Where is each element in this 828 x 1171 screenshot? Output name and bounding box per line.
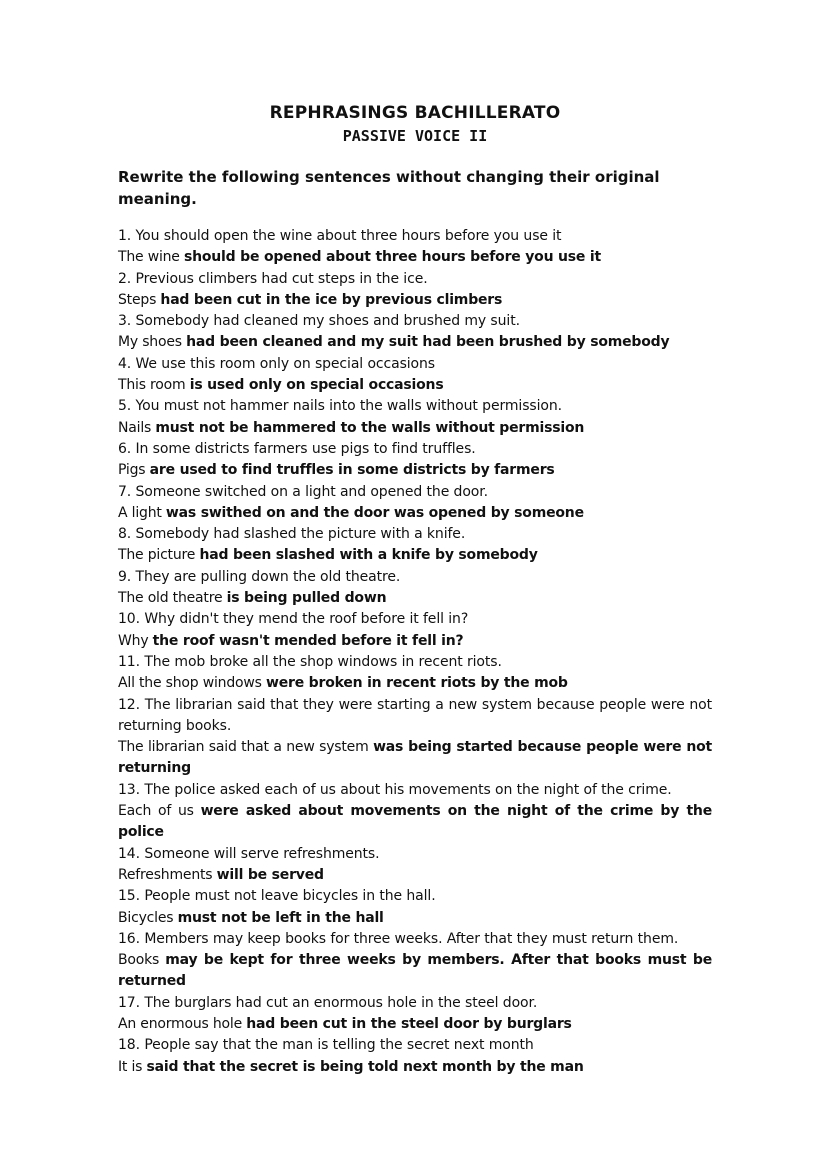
original-sentence: 4. We use this room only on special occasions: [118, 355, 435, 372]
answer-lead: The picture: [118, 547, 200, 564]
rephrased-sentence: [118, 865, 712, 886]
answer-lead: It is: [118, 1058, 147, 1075]
exercise-item: [118, 844, 712, 887]
answer-bold: had been cut in the ice by previous climbers: [160, 291, 503, 308]
answer-lead: The old theatre: [118, 590, 227, 607]
rephrased-sentence: [118, 332, 712, 353]
answer-bold: the roof wasn't mended before it fell in?: [152, 632, 464, 649]
answer-bold: said that the secret is being told next month by the man: [146, 1058, 584, 1075]
answer-lead: Steps: [118, 291, 161, 308]
answer-bold: must not be left in the hall: [177, 909, 384, 926]
instruction-text: Rewrite the following sentences without changing their original meaning.: [118, 168, 660, 208]
exercise-item: [118, 269, 712, 312]
original-sentence: 9. They are pulling down the old theatre.: [118, 568, 401, 585]
answer-lead: Bicycles: [118, 909, 178, 926]
rephrased-sentence: [118, 631, 712, 652]
answer-lead: Refreshments: [118, 866, 217, 883]
original-sentence: 7. Someone switched on a light and opened the door.: [118, 483, 488, 500]
answer-bold: must not be hammered to the walls without permission: [155, 419, 585, 436]
original-sentence: 16. Members may keep books for three weeks. After that they must return them.: [118, 930, 679, 947]
exercise-item: [118, 1035, 712, 1078]
answer-bold: were asked about movements on the night of the crime by the police: [118, 803, 712, 841]
rephrased-sentence: [118, 375, 712, 396]
original-sentence: 10. Why didn't they mend the roof before it fell in?: [118, 611, 469, 628]
original-sentence: 6. In some districts farmers use pigs to find truffles.: [118, 440, 476, 457]
original-sentence: 15. People must not leave bicycles in the hall.: [118, 888, 436, 905]
original-sentence: 3. Somebody had cleaned my shoes and brushed my suit.: [118, 313, 520, 330]
answer-lead: Books: [118, 952, 166, 969]
answer-lead: The librarian said that a new system: [118, 739, 374, 756]
document-subtitle: PASSIVE VOICE II: [342, 127, 488, 145]
rephrased-sentence: [118, 503, 712, 524]
exercise-item: [118, 226, 712, 269]
rephrased-sentence: [118, 737, 712, 780]
rephrased-sentence: [118, 247, 712, 268]
rephrased-sentence: [118, 545, 712, 566]
answer-lead: Each of us: [118, 803, 201, 820]
original-sentence: 2. Previous climbers had cut steps in the ice.: [118, 270, 428, 287]
original-sentence: 13. The police asked each of us about his movements on the night of the crime.: [118, 781, 672, 798]
rephrased-sentence: [118, 673, 712, 694]
original-sentence: 12. The librarian said that they were starting a new system because people were not returning books.: [118, 696, 712, 734]
answer-lead: Why: [118, 632, 153, 649]
exercise-item: [118, 567, 712, 610]
rephrased-sentence: [118, 1057, 712, 1078]
exercise-item: [118, 993, 712, 1036]
original-sentence: 8. Somebody had slashed the picture with a knife.: [118, 526, 466, 543]
answer-bold: is being pulled down: [226, 590, 387, 607]
answer-lead: A light: [118, 504, 166, 521]
exercise-item: [118, 695, 712, 780]
rephrased-sentence: [118, 950, 712, 993]
answer-bold: was being started because people were not returning: [118, 739, 712, 777]
rephrased-sentence: [118, 588, 712, 609]
exercise-item: [118, 439, 712, 482]
answer-bold: was swithed on and the door was opened by someone: [165, 504, 584, 521]
document-title: REPHRASINGS BACHILLERATO: [269, 103, 561, 123]
exercise-list: [118, 226, 712, 1078]
answer-lead: My shoes: [118, 334, 187, 351]
original-sentence: 14. Someone will serve refreshments.: [118, 845, 380, 862]
rephrased-sentence: [118, 418, 712, 439]
answer-lead: All the shop windows: [118, 675, 266, 692]
answer-bold: had been slashed with a knife by somebody: [199, 547, 538, 564]
exercise-item: [118, 609, 712, 652]
answer-bold: are used to find truffles in some districts by farmers: [149, 462, 555, 479]
answer-bold: may be kept for three weeks by members. After that books must be returned: [118, 952, 712, 990]
answer-bold: will be served: [216, 866, 324, 883]
exercise-item: [118, 652, 712, 695]
exercise-item: [118, 524, 712, 567]
rephrased-sentence: [118, 908, 712, 929]
exercise-item: [118, 886, 712, 929]
original-sentence: 18. People say that the man is telling the secret next month: [118, 1037, 534, 1054]
answer-lead: The wine: [118, 249, 184, 266]
answer-bold: should be opened about three hours before you use it: [183, 249, 601, 266]
exercise-item: [118, 482, 712, 525]
rephrased-sentence: [118, 290, 712, 311]
rephrased-sentence: [118, 1014, 712, 1035]
document-page: [118, 102, 712, 1078]
original-sentence: 1. You should open the wine about three hours before you use it: [118, 228, 562, 244]
rephrased-sentence: [118, 801, 712, 844]
original-sentence: 5. You must not hammer nails into the walls without permission.: [118, 398, 562, 415]
exercise-item: [118, 311, 712, 354]
answer-lead: Nails: [118, 419, 156, 436]
answer-bold: had been cleaned and my suit had been brushed by somebody: [186, 334, 670, 351]
exercise-item: [118, 354, 712, 397]
exercise-item: [118, 780, 712, 844]
answer-lead: This room: [118, 377, 190, 394]
answer-lead: Pigs: [118, 462, 150, 479]
rephrased-sentence: [118, 460, 712, 481]
answer-bold: is used only on special occasions: [189, 377, 444, 394]
original-sentence: 11. The mob broke all the shop windows in recent riots.: [118, 653, 502, 670]
answer-bold: were broken in recent riots by the mob: [265, 675, 568, 692]
answer-bold: had been cut in the steel door by burglars: [246, 1015, 572, 1032]
exercise-item: [118, 929, 712, 993]
answer-lead: An enormous hole: [118, 1015, 247, 1032]
original-sentence: 17. The burglars had cut an enormous hole in the steel door.: [118, 994, 538, 1011]
exercise-item: [118, 396, 712, 439]
